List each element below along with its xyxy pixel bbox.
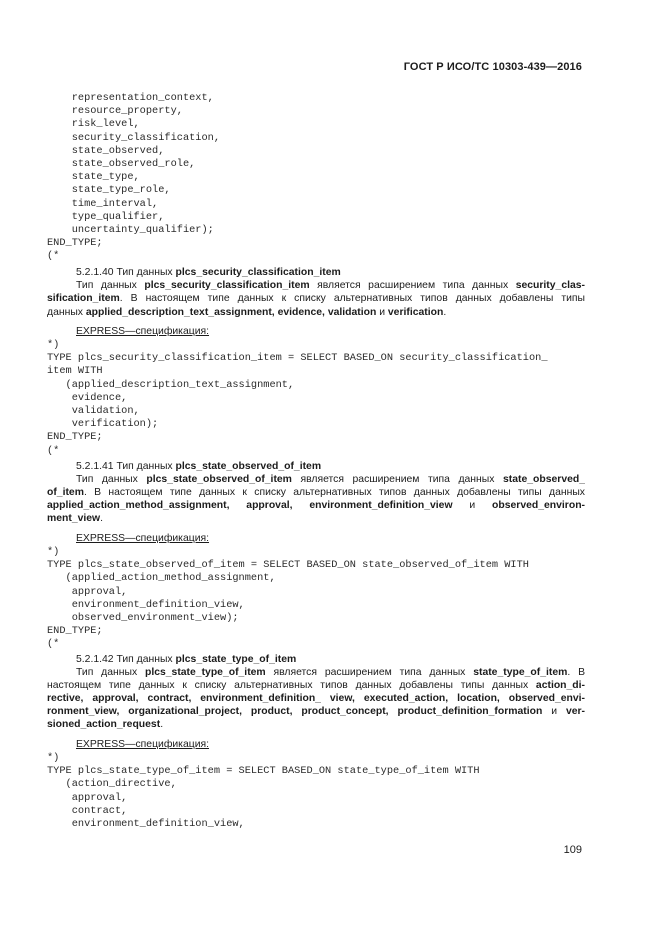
code-line: environment_definition_view,	[47, 598, 245, 611]
code-line: evidence,	[47, 391, 128, 404]
code-line: state_type_role,	[47, 184, 171, 197]
code-line: verification);	[47, 418, 159, 431]
code-line: environment_definition_view,	[47, 818, 245, 830]
code-line: (*	[47, 444, 60, 457]
code-line: (*	[47, 250, 60, 263]
section-41-paragraph-line: applied_action_method_assignment, approval, environment_definition_view и observed_environ-	[47, 500, 585, 511]
section-42-paragraph-line: sioned_action_request.	[47, 719, 164, 730]
standard-header: ГОСТ Р ИСО/ТС 10303-439—2016	[403, 61, 582, 73]
section-heading-41: 5.2.1.41 Тип данных plcs_state_observed_of_item	[76, 461, 322, 472]
section-heading-42: 5.2.1.42 Тип данных plcs_state_type_of_item	[76, 654, 297, 665]
section-42-paragraph-line: настоящем типе данных к списку альтернативных типов данных добавлены типы данных action_di-	[47, 680, 585, 691]
code-line: (applied_action_method_assignment,	[47, 572, 276, 585]
code-line: state_observed_role,	[47, 158, 196, 170]
code-line: observed_environment_view);	[47, 612, 239, 624]
code-line: time_interval,	[47, 197, 159, 210]
code-line: type_qualifier,	[47, 210, 165, 223]
code-line: approval,	[47, 585, 128, 598]
express-spec-label: EXPRESS—спецификация:	[76, 533, 210, 544]
section-41-paragraph-line: ment_view.	[47, 513, 104, 524]
code-line: TYPE plcs_security_classification_item = SELECT BASED_ON security_classification_	[47, 352, 548, 365]
code-line: item WITH	[47, 365, 103, 378]
section-40-paragraph-line: данных applied_description_text_assignment, evidence, validation и verification.	[47, 307, 447, 318]
section-40-paragraph-line: Тип данных plcs_security_classification_item является расширением типа данных security_clas-	[76, 280, 585, 291]
code-line: (applied_description_text_assignment,	[47, 378, 295, 391]
code-line: state_type,	[47, 171, 140, 184]
section-42-paragraph-line: ronment_view, organizational_project, product, product_concept, product_definition_formation и ver-	[47, 706, 585, 717]
code-line: *)	[47, 752, 60, 764]
code-line: END_TYPE;	[47, 237, 103, 250]
code-line: uncertainty_qualifier);	[47, 224, 214, 236]
code-line: approval,	[47, 791, 128, 804]
section-42-paragraph-line: rective, approval, contract, environment_definition_ view, executed_action, location, observed_envi-	[47, 693, 585, 704]
code-line: contract,	[47, 804, 128, 817]
code-line: END_TYPE;	[47, 625, 103, 638]
express-spec-label: EXPRESS—спецификация:	[76, 326, 210, 337]
express-spec-label: EXPRESS—спецификация:	[76, 739, 210, 750]
code-line: (*	[47, 638, 60, 651]
section-41-paragraph-line: of_item. В настоящем типе данных к списку альтернативных типов данных добавлены типы данных	[47, 487, 585, 498]
section-42-paragraph-line: Тип данных plcs_state_type_of_item является расширением типа данных state_type_of_item. В	[76, 667, 585, 678]
code-line: resource_property,	[47, 105, 183, 118]
code-line: validation,	[47, 405, 140, 417]
page-number: 109	[563, 844, 582, 856]
code-line: representation_context,	[47, 92, 214, 104]
code-line: security_classification,	[47, 131, 221, 144]
code-line: *)	[47, 339, 60, 351]
code-line: *)	[47, 546, 60, 558]
section-heading-40: 5.2.1.40 Тип данных plcs_security_classification_item	[76, 267, 341, 278]
code-line: TYPE plcs_state_observed_of_item = SELECT BASED_ON state_observed_of_item WITH	[47, 559, 529, 572]
code-line: state_observed,	[47, 144, 165, 157]
code-line: (action_directive,	[47, 778, 177, 791]
code-line: risk_level,	[47, 118, 140, 131]
code-line: END_TYPE;	[47, 431, 103, 444]
section-40-paragraph-line: sification_item. В настоящем типе данных к списку альтернативных типов данных добавлены типы	[47, 293, 585, 304]
code-line: TYPE plcs_state_type_of_item = SELECT BASED_ON state_type_of_item WITH	[47, 765, 480, 778]
section-41-paragraph-line: Тип данных plcs_state_observed_of_item является расширением типа данных state_observed_	[76, 474, 585, 485]
